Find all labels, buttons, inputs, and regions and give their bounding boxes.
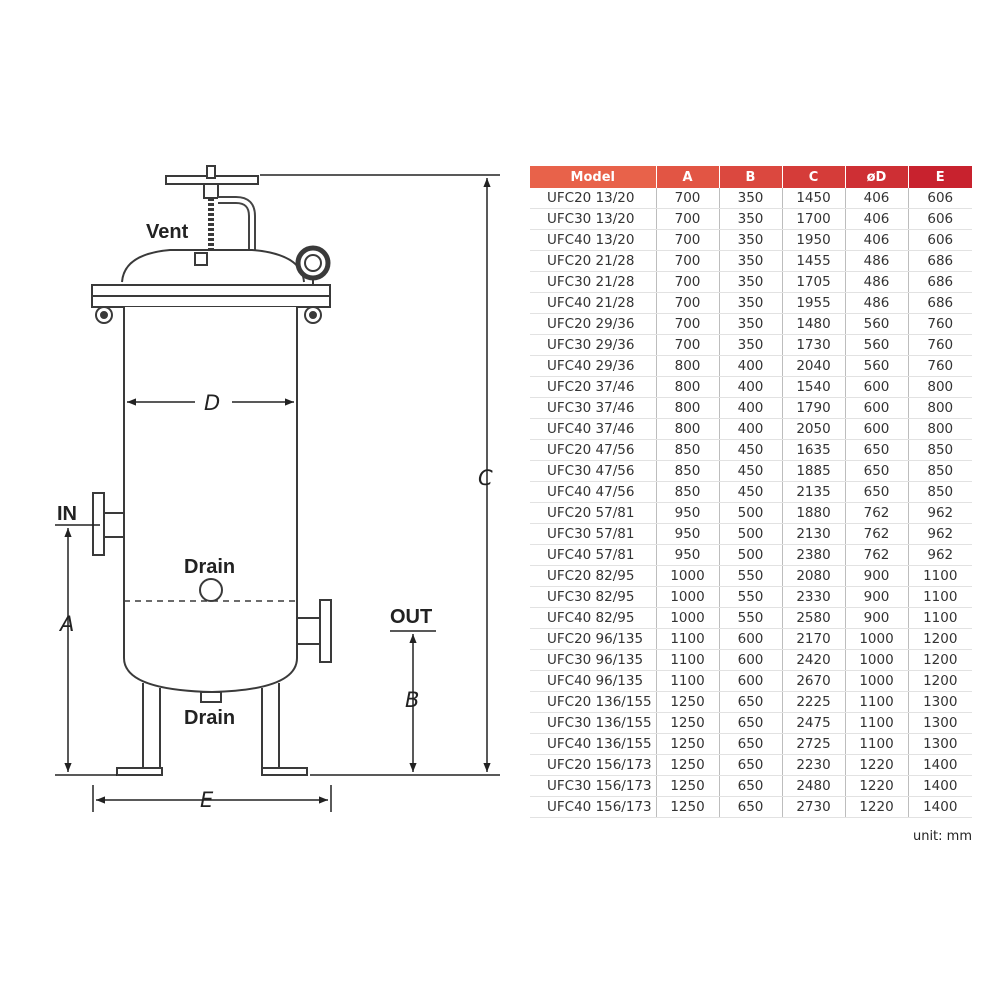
b-cell: 350	[719, 293, 782, 314]
e-cell: 1100	[908, 608, 972, 629]
e-cell: 800	[908, 377, 972, 398]
b-cell: 500	[719, 503, 782, 524]
b-cell: 650	[719, 755, 782, 776]
table-row	[530, 545, 972, 566]
table-row	[530, 734, 972, 755]
a-cell: 950	[656, 524, 719, 545]
c-cell: 2170	[782, 629, 845, 650]
outlet-label: OUT	[390, 606, 433, 628]
d-cell: 1000	[845, 650, 908, 671]
col-header-e: E	[908, 166, 972, 188]
model-cell: UFC30 82/95	[530, 587, 656, 608]
table-row	[530, 398, 972, 419]
table-row	[530, 482, 972, 503]
b-cell: 550	[719, 608, 782, 629]
b-cell: 350	[719, 209, 782, 230]
c-cell: 1455	[782, 251, 845, 272]
d-cell: 650	[845, 461, 908, 482]
e-cell: 1200	[908, 671, 972, 692]
b-cell: 400	[719, 377, 782, 398]
table-row	[530, 755, 972, 776]
d-cell: 650	[845, 482, 908, 503]
c-cell: 1955	[782, 293, 845, 314]
model-cell: UFC20 82/95	[530, 566, 656, 587]
housing-body	[124, 307, 297, 692]
c-cell: 1705	[782, 272, 845, 293]
b-cell: 350	[719, 230, 782, 251]
model-cell: UFC40 156/173	[530, 797, 656, 818]
d-cell: 900	[845, 587, 908, 608]
model-cell: UFC20 29/36	[530, 314, 656, 335]
model-cell: UFC20 136/155	[530, 692, 656, 713]
e-cell: 1400	[908, 797, 972, 818]
col-header-b: B	[719, 166, 782, 188]
table-row	[530, 440, 972, 461]
table-row	[530, 587, 972, 608]
b-cell: 450	[719, 482, 782, 503]
d-cell: 1100	[845, 713, 908, 734]
col-header-a: A	[656, 166, 719, 188]
d-cell: 600	[845, 398, 908, 419]
b-cell: 650	[719, 776, 782, 797]
inlet-label: IN	[57, 503, 77, 525]
a-cell: 1250	[656, 692, 719, 713]
model-cell: UFC40 136/155	[530, 734, 656, 755]
table-row	[530, 629, 972, 650]
c-cell: 1790	[782, 398, 845, 419]
a-cell: 700	[656, 209, 719, 230]
b-cell: 650	[719, 713, 782, 734]
d-cell: 1000	[845, 671, 908, 692]
d-cell: 762	[845, 524, 908, 545]
a-cell: 1100	[656, 671, 719, 692]
model-cell: UFC30 96/135	[530, 650, 656, 671]
a-cell: 700	[656, 335, 719, 356]
c-cell: 1540	[782, 377, 845, 398]
a-cell: 700	[656, 230, 719, 251]
d-cell: 486	[845, 251, 908, 272]
a-cell: 1250	[656, 797, 719, 818]
a-cell: 950	[656, 503, 719, 524]
d-cell: 900	[845, 566, 908, 587]
table-row	[530, 377, 972, 398]
c-cell: 2130	[782, 524, 845, 545]
c-cell: 1885	[782, 461, 845, 482]
b-cell: 350	[719, 335, 782, 356]
e-cell: 1300	[908, 734, 972, 755]
e-cell: 962	[908, 545, 972, 566]
table-body	[530, 188, 972, 818]
outlet-nozzle	[297, 600, 331, 662]
table-row	[530, 251, 972, 272]
d-cell: 406	[845, 230, 908, 251]
model-cell: UFC30 21/28	[530, 272, 656, 293]
d-cell: 600	[845, 419, 908, 440]
model-cell: UFC20 96/135	[530, 629, 656, 650]
a-cell: 950	[656, 545, 719, 566]
a-cell: 1000	[656, 566, 719, 587]
table-row	[530, 419, 972, 440]
dimension-d-label: D	[204, 391, 221, 415]
a-cell: 700	[656, 314, 719, 335]
table-row	[530, 650, 972, 671]
housing-lid	[122, 250, 304, 282]
b-cell: 350	[719, 251, 782, 272]
c-cell: 2040	[782, 356, 845, 377]
c-cell: 1450	[782, 188, 845, 209]
table-row	[530, 608, 972, 629]
model-cell: UFC30 156/173	[530, 776, 656, 797]
model-cell: UFC30 57/81	[530, 524, 656, 545]
a-cell: 1000	[656, 608, 719, 629]
b-cell: 600	[719, 650, 782, 671]
e-cell: 760	[908, 356, 972, 377]
model-cell: UFC40 96/135	[530, 671, 656, 692]
a-cell: 1000	[656, 587, 719, 608]
a-cell: 1250	[656, 755, 719, 776]
e-cell: 800	[908, 419, 972, 440]
table-row	[530, 461, 972, 482]
model-cell: UFC40 37/46	[530, 419, 656, 440]
table-row	[530, 356, 972, 377]
model-cell: UFC20 57/81	[530, 503, 656, 524]
col-header-d: øD	[845, 166, 908, 188]
c-cell: 1480	[782, 314, 845, 335]
model-cell: UFC30 13/20	[530, 209, 656, 230]
table-row	[530, 230, 972, 251]
e-cell: 850	[908, 440, 972, 461]
c-cell: 2480	[782, 776, 845, 797]
dimension-b-label: B	[405, 688, 420, 712]
b-cell: 650	[719, 734, 782, 755]
c-cell: 1700	[782, 209, 845, 230]
a-cell: 800	[656, 398, 719, 419]
table-row	[530, 713, 972, 734]
d-cell: 762	[845, 503, 908, 524]
side-drain-label: Drain	[184, 556, 236, 578]
d-cell: 1100	[845, 734, 908, 755]
model-cell: UFC30 47/56	[530, 461, 656, 482]
c-cell: 2050	[782, 419, 845, 440]
b-cell: 500	[719, 545, 782, 566]
a-cell: 1250	[656, 734, 719, 755]
b-cell: 350	[719, 272, 782, 293]
c-cell: 2475	[782, 713, 845, 734]
e-cell: 760	[908, 335, 972, 356]
c-cell: 2670	[782, 671, 845, 692]
unit-note: unit: mm	[912, 829, 972, 844]
model-cell: UFC40 57/81	[530, 545, 656, 566]
e-cell: 962	[908, 524, 972, 545]
c-cell: 2135	[782, 482, 845, 503]
c-cell: 1730	[782, 335, 845, 356]
c-cell: 2420	[782, 650, 845, 671]
a-cell: 1250	[656, 776, 719, 797]
table-row	[530, 524, 972, 545]
a-cell: 800	[656, 377, 719, 398]
model-cell: UFC30 29/36	[530, 335, 656, 356]
eyebolt-icon	[298, 248, 328, 290]
table-row	[530, 335, 972, 356]
e-cell: 850	[908, 482, 972, 503]
c-cell: 2725	[782, 734, 845, 755]
e-cell: 1400	[908, 776, 972, 797]
model-cell: UFC40 29/36	[530, 356, 656, 377]
dimension-a-label: A	[60, 612, 75, 636]
vent-pipe	[218, 200, 252, 250]
table-row	[530, 314, 972, 335]
table-row	[530, 566, 972, 587]
e-cell: 1100	[908, 566, 972, 587]
a-cell: 1250	[656, 713, 719, 734]
c-cell: 2225	[782, 692, 845, 713]
d-cell: 560	[845, 356, 908, 377]
b-cell: 450	[719, 461, 782, 482]
e-cell: 1200	[908, 629, 972, 650]
c-cell: 2330	[782, 587, 845, 608]
e-cell: 1400	[908, 755, 972, 776]
e-cell: 1300	[908, 713, 972, 734]
e-cell: 686	[908, 272, 972, 293]
a-cell: 1100	[656, 629, 719, 650]
b-cell: 400	[719, 356, 782, 377]
d-cell: 486	[845, 272, 908, 293]
d-cell: 1220	[845, 797, 908, 818]
d-cell: 1220	[845, 776, 908, 797]
c-cell: 2080	[782, 566, 845, 587]
a-cell: 850	[656, 461, 719, 482]
b-cell: 350	[719, 314, 782, 335]
table-row	[530, 209, 972, 230]
c-cell: 1880	[782, 503, 845, 524]
table-row	[530, 188, 972, 209]
model-cell: UFC20 47/56	[530, 440, 656, 461]
dimension-c-label: C	[478, 466, 493, 490]
a-cell: 800	[656, 419, 719, 440]
table-row	[530, 272, 972, 293]
d-cell: 1220	[845, 755, 908, 776]
b-cell: 650	[719, 797, 782, 818]
d-cell: 560	[845, 335, 908, 356]
model-cell: UFC40 47/56	[530, 482, 656, 503]
table-row	[530, 776, 972, 797]
table-row	[530, 692, 972, 713]
d-cell: 406	[845, 209, 908, 230]
inlet-nozzle	[93, 493, 124, 555]
a-cell: 850	[656, 482, 719, 503]
d-cell: 1100	[845, 692, 908, 713]
col-header-c: C	[782, 166, 845, 188]
c-cell: 2730	[782, 797, 845, 818]
e-cell: 686	[908, 251, 972, 272]
vent-label: Vent	[146, 221, 189, 243]
b-cell: 600	[719, 671, 782, 692]
d-cell: 406	[845, 188, 908, 209]
model-cell: UFC40 21/28	[530, 293, 656, 314]
d-cell: 486	[845, 293, 908, 314]
e-cell: 1300	[908, 692, 972, 713]
c-cell: 2380	[782, 545, 845, 566]
c-cell: 2580	[782, 608, 845, 629]
col-header-model: Model	[530, 166, 656, 188]
d-cell: 650	[845, 440, 908, 461]
e-cell: 800	[908, 398, 972, 419]
a-cell: 700	[656, 272, 719, 293]
a-cell: 700	[656, 251, 719, 272]
bottom-drain-port	[201, 692, 221, 702]
bottom-drain-label: Drain	[184, 707, 236, 729]
model-cell: UFC20 21/28	[530, 251, 656, 272]
side-drain-port	[200, 579, 222, 601]
model-cell: UFC20 156/173	[530, 755, 656, 776]
b-cell: 550	[719, 566, 782, 587]
model-cell: UFC30 136/155	[530, 713, 656, 734]
b-cell: 550	[719, 587, 782, 608]
d-cell: 1000	[845, 629, 908, 650]
model-cell: UFC30 37/46	[530, 398, 656, 419]
a-cell: 700	[656, 188, 719, 209]
model-cell: UFC40 13/20	[530, 230, 656, 251]
b-cell: 500	[719, 524, 782, 545]
dimension-e-label: E	[200, 788, 214, 812]
dimension-a-line	[55, 525, 117, 775]
d-cell: 762	[845, 545, 908, 566]
d-cell: 900	[845, 608, 908, 629]
table-header-row	[530, 166, 972, 188]
table-row	[530, 503, 972, 524]
model-cell: UFC20 13/20	[530, 188, 656, 209]
b-cell: 350	[719, 188, 782, 209]
e-cell: 686	[908, 293, 972, 314]
b-cell: 450	[719, 440, 782, 461]
e-cell: 606	[908, 209, 972, 230]
e-cell: 606	[908, 188, 972, 209]
model-cell: UFC40 82/95	[530, 608, 656, 629]
table-row	[530, 293, 972, 314]
c-cell: 1635	[782, 440, 845, 461]
dimension-table	[530, 166, 972, 818]
model-cell: UFC20 37/46	[530, 377, 656, 398]
d-cell: 600	[845, 377, 908, 398]
table-row	[530, 671, 972, 692]
e-cell: 760	[908, 314, 972, 335]
e-cell: 850	[908, 461, 972, 482]
b-cell: 650	[719, 692, 782, 713]
a-cell: 850	[656, 440, 719, 461]
b-cell: 600	[719, 629, 782, 650]
a-cell: 800	[656, 356, 719, 377]
e-cell: 606	[908, 230, 972, 251]
table-row	[530, 797, 972, 818]
e-cell: 1200	[908, 650, 972, 671]
b-cell: 400	[719, 419, 782, 440]
b-cell: 400	[719, 398, 782, 419]
e-cell: 962	[908, 503, 972, 524]
a-cell: 700	[656, 293, 719, 314]
c-cell: 2230	[782, 755, 845, 776]
a-cell: 1100	[656, 650, 719, 671]
c-cell: 1950	[782, 230, 845, 251]
d-cell: 560	[845, 314, 908, 335]
e-cell: 1100	[908, 587, 972, 608]
